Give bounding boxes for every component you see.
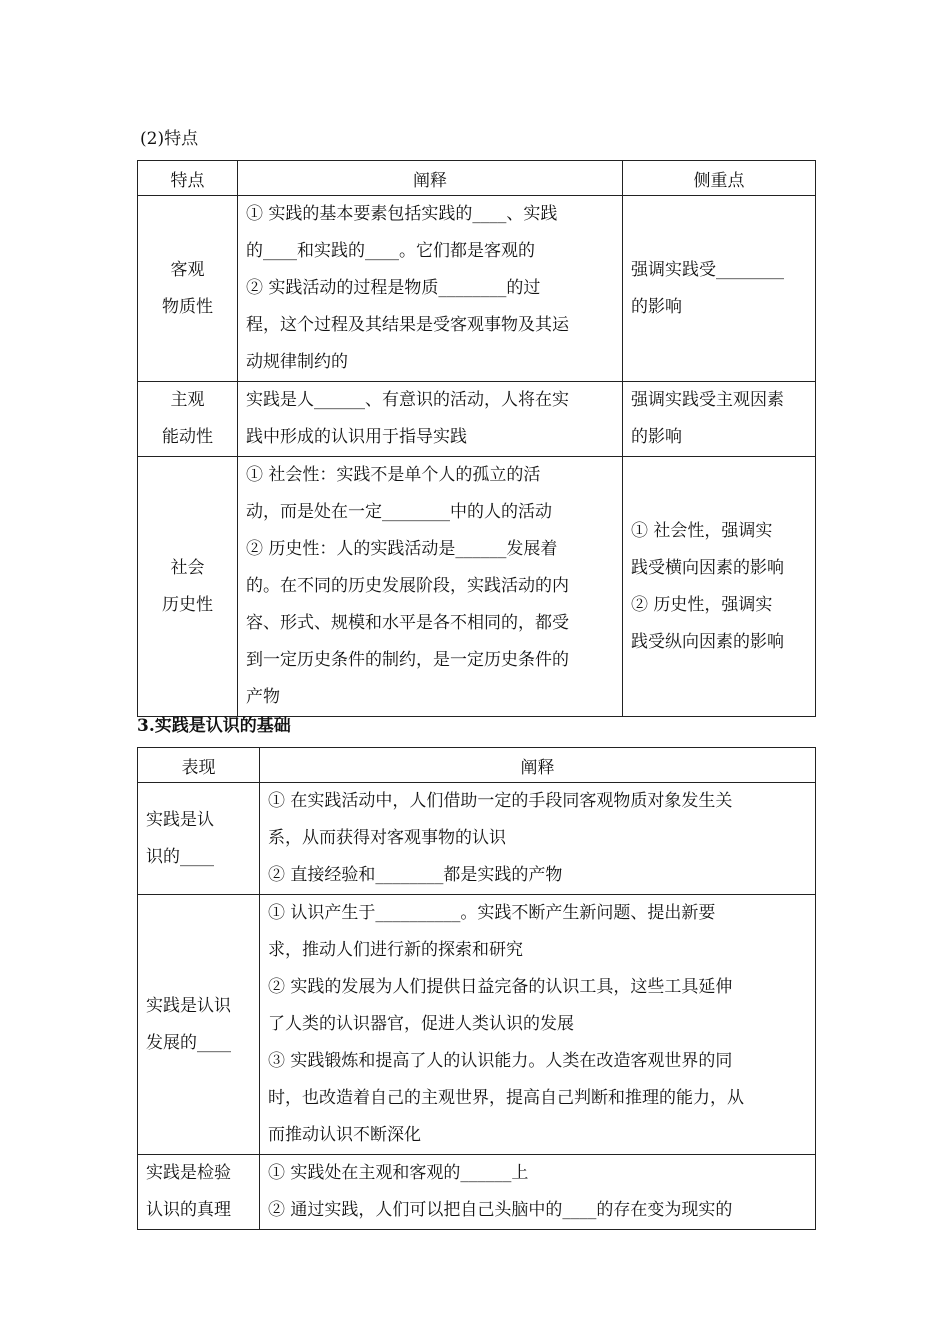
explain-cell: ① 在实践活动中，人们借助一定的手段同客观物质对象发生关 系，从而获得对客观事物的认识 ② 直接经验和________都是实践的产物 xyxy=(260,783,816,895)
table-row xyxy=(138,457,816,717)
explain-cell: ① 认识产生于__________。实践不断产生新问题、提出新要 求，推动人们进行新的探索和研究 ② 实践的发展为人们提供日益完备的认识工具，这些工具延伸 了人类的认识器官，促进人类认识的发展 ③ 实践锻炼和提高了人的认识能力。人类在改造客观世界的同 时，也改造着自己的主观世界，提高自己判断和推理的能力，从 而推动认识不断深化 xyxy=(260,895,816,1155)
explain-cell: ① 社会性：实践不是单个人的孤立的活 动，而是处在一定________中的人的活动 ② 历史性：人的实践活动是______发展着 的。在不同的历史发展阶段，实践活动的内 容、形式、规模和水平是各不相同的，都受 到一定历史条件的制约，是一定历史条件的 产物 xyxy=(238,457,623,717)
explain-cell: 实践是人______、有意识的活动，人将在实 践中形成的认识用于指导实践 xyxy=(238,382,623,457)
feature-cell: 社会 历史性 xyxy=(138,457,238,717)
section-heading-foundation: 3.实践是认识的基础 xyxy=(137,716,291,736)
header-feature: 特点 xyxy=(138,161,238,196)
label-cell: 实践是检验 认识的真理 xyxy=(138,1155,260,1230)
feature-cell: 客观 物质性 xyxy=(138,196,238,382)
header-explain: 阐释 xyxy=(238,161,623,196)
explain-cell: ① 实践的基本要素包括实践的____、实践 的____和实践的____。它们都是客观的 ② 实践活动的过程是物质________的过 程，这个过程及其结果是受客观事物及其运 动规律制约的 xyxy=(238,196,623,382)
features-table xyxy=(137,160,816,717)
table-row xyxy=(138,895,816,1155)
label-cell: 实践是认 识的____ xyxy=(138,783,260,895)
header-manifestation: 表现 xyxy=(138,748,260,783)
table-row xyxy=(138,382,816,457)
features-table-header xyxy=(138,161,816,196)
table-row xyxy=(138,783,816,895)
header-focus: 侧重点 xyxy=(623,161,816,196)
foundation-table-header xyxy=(138,748,816,783)
header-explain: 阐释 xyxy=(260,748,816,783)
section-heading-features: (2)特点 xyxy=(140,129,199,149)
label-cell: 实践是认识 发展的____ xyxy=(138,895,260,1155)
table-row xyxy=(138,196,816,382)
focus-cell: 强调实践受主观因素 的影响 xyxy=(623,382,816,457)
focus-cell: 强调实践受________ 的影响 xyxy=(623,196,816,382)
table-row xyxy=(138,1155,816,1230)
foundation-table xyxy=(137,747,816,1230)
feature-cell: 主观 能动性 xyxy=(138,382,238,457)
focus-cell: ① 社会性，强调实 践受横向因素的影响 ② 历史性，强调实 践受纵向因素的影响 xyxy=(623,457,816,717)
explain-cell: ① 实践处在主观和客观的______上 ② 通过实践，人们可以把自己头脑中的____的存在变为现实的 xyxy=(260,1155,816,1230)
